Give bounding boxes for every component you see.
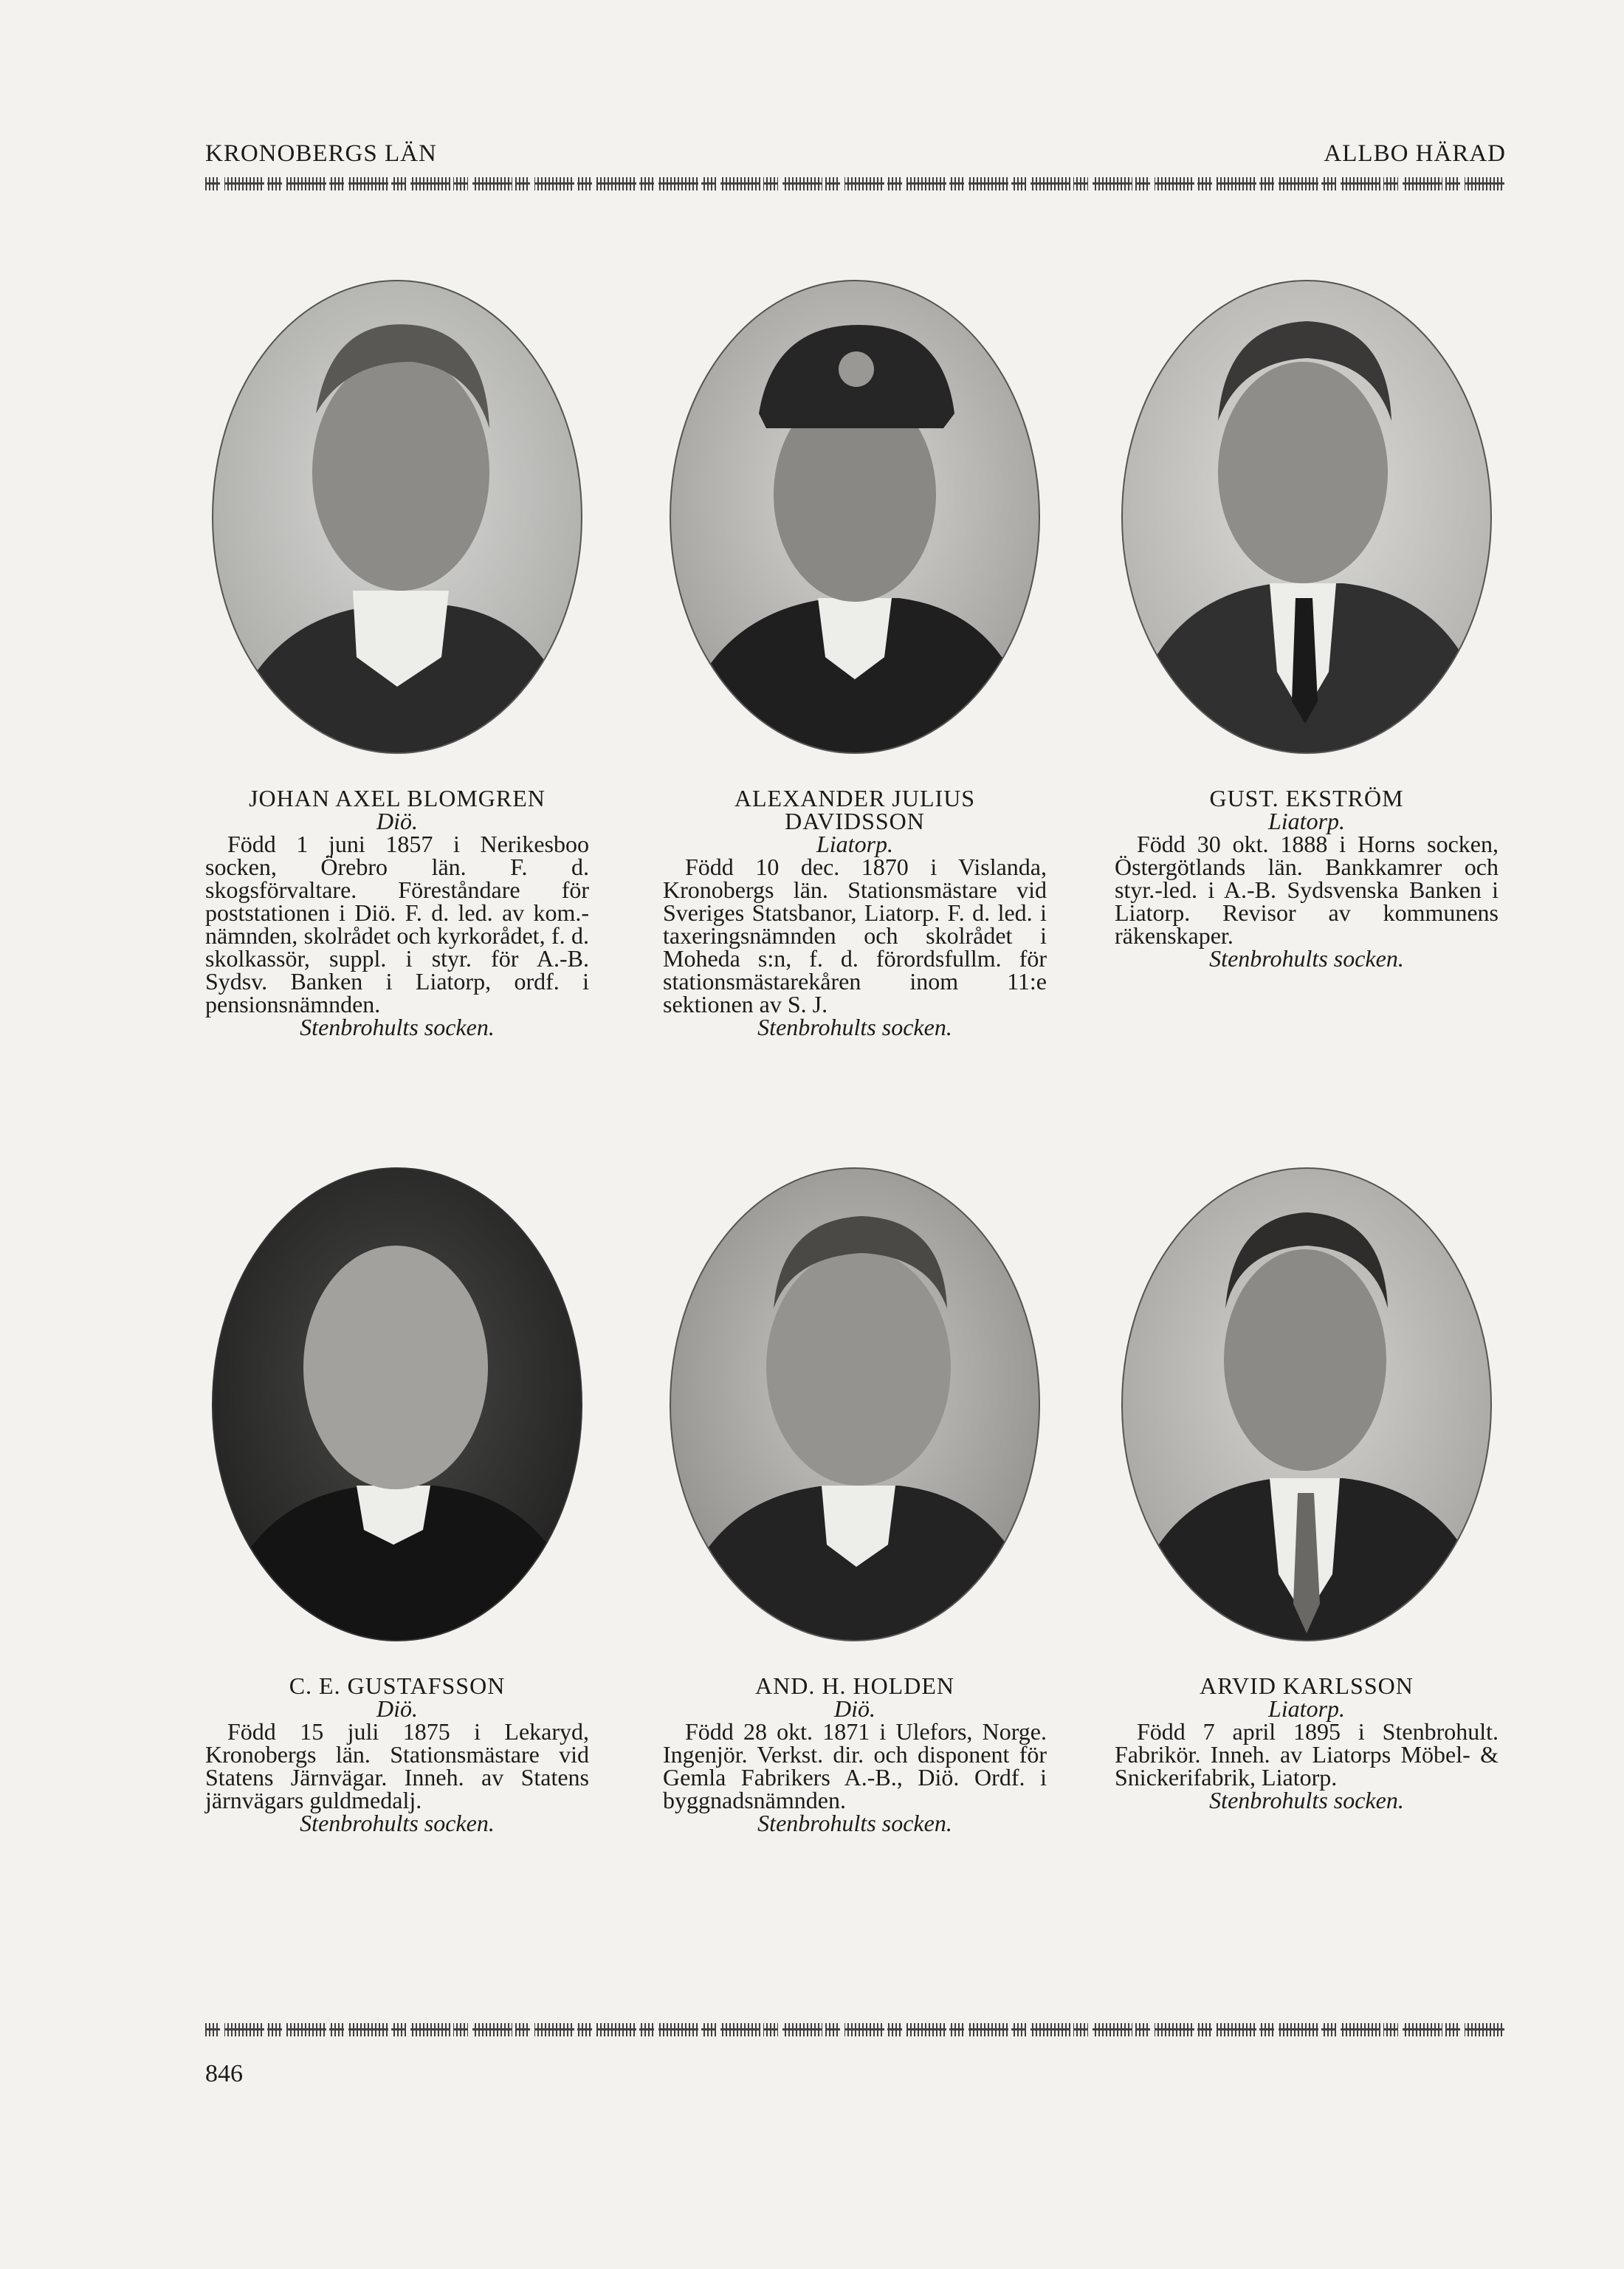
person-parish: Stenbrohults socken.	[300, 1014, 495, 1040]
portrait-photo	[1115, 1161, 1499, 1648]
person-name: AND. H. HOLDEN	[755, 1672, 954, 1699]
person-place: Liatorp.	[1267, 808, 1346, 834]
entry-gustafsson	[205, 1161, 589, 1835]
person-biography: Född 1 juni 1857 i Nerikesboo socken, Örebro län. F. d. skogsförvaltare. Föreståndare för poststationen i Diö. F. d. led. av kom.-nämnden, skolrådet och kyrkorådet, f. d. skolkassör, suppl. i styr. för A.-B. Sydsv. Banken i Liatorp, ordf. i pensionsnämnden.	[205, 831, 589, 1017]
entry-davidsson	[663, 273, 1047, 1039]
entry-karlsson	[1115, 1161, 1499, 1812]
decorative-rule-bottom	[205, 2023, 1504, 2036]
entry-holden	[663, 1161, 1047, 1835]
person-name: JOHAN AXEL BLOMGREN	[249, 785, 546, 811]
portrait-photo	[205, 1161, 589, 1648]
portrait-photo	[205, 273, 589, 761]
running-head-county: KRONOBERGS LÄN	[205, 140, 437, 167]
entry-blomgren	[205, 273, 589, 1039]
person-biography: Född 7 april 1895 i Stenbrohult. Fabrikör. Inneh. av Liatorps Möbel- & Snickerifabrik, Liatorp.	[1115, 1718, 1499, 1791]
person-biography: Född 30 okt. 1888 i Horns socken, Östergötlands län. Bankkamrer och styr.-led. i A.-B. Sydsvenska Banken i Liatorp. Revisor av kommunens räkenskaper.	[1115, 831, 1499, 949]
page-number: 846	[205, 2060, 243, 2087]
person-parish: Stenbrohults socken.	[1209, 1787, 1404, 1813]
portrait-photo	[1115, 273, 1499, 761]
person-name: GUST. EKSTRÖM	[1209, 785, 1404, 811]
person-name: ARVID KARLSSON	[1200, 1672, 1414, 1699]
running-head	[205, 140, 1506, 168]
person-name: C. E. GUSTAFSSON	[289, 1672, 506, 1699]
person-place: Diö.	[376, 808, 418, 834]
person-name: ALEXANDER JULIUS DAVIDSSON	[734, 785, 976, 834]
person-place: Liatorp.	[816, 831, 894, 857]
person-biography: Född 10 dec. 1870 i Vislanda, Kronobergs län. Stationsmästare vid Sveriges Statsbanor, Liatorp. F. d. led. i taxeringsnämnden och skolrådet i Moheda s:n, f. d. förordsfullm. för stationsmästarekåren inom 11:e sektionen av S. J.	[663, 854, 1047, 1017]
person-place: Liatorp.	[1267, 1695, 1346, 1722]
person-parish: Stenbrohults socken.	[1209, 945, 1404, 972]
person-place: Diö.	[834, 1695, 875, 1722]
running-head-district: ALLBO HÄRAD	[1324, 140, 1506, 167]
person-parish: Stenbrohults socken.	[757, 1014, 952, 1040]
person-place: Diö.	[376, 1695, 418, 1722]
portrait-photo	[663, 1161, 1047, 1648]
person-parish: Stenbrohults socken.	[757, 1810, 952, 1836]
person-biography: Född 15 juli 1875 i Lekaryd, Kronobergs län. Stationsmästare vid Statens Järnvägar. Inneh. av Statens järnvägars guldmedalj.	[205, 1718, 589, 1813]
person-parish: Stenbrohults socken.	[300, 1810, 495, 1836]
entry-ekstrom	[1115, 273, 1499, 970]
portrait-photo	[663, 273, 1047, 761]
person-biography: Född 28 okt. 1871 i Ulefors, Norge. Ingenjör. Verkst. dir. och disponent för Gemla Fabrikers A.-B., Diö. Ordf. i byggnadsnämnden.	[663, 1718, 1047, 1813]
decorative-rule-top	[205, 177, 1504, 190]
